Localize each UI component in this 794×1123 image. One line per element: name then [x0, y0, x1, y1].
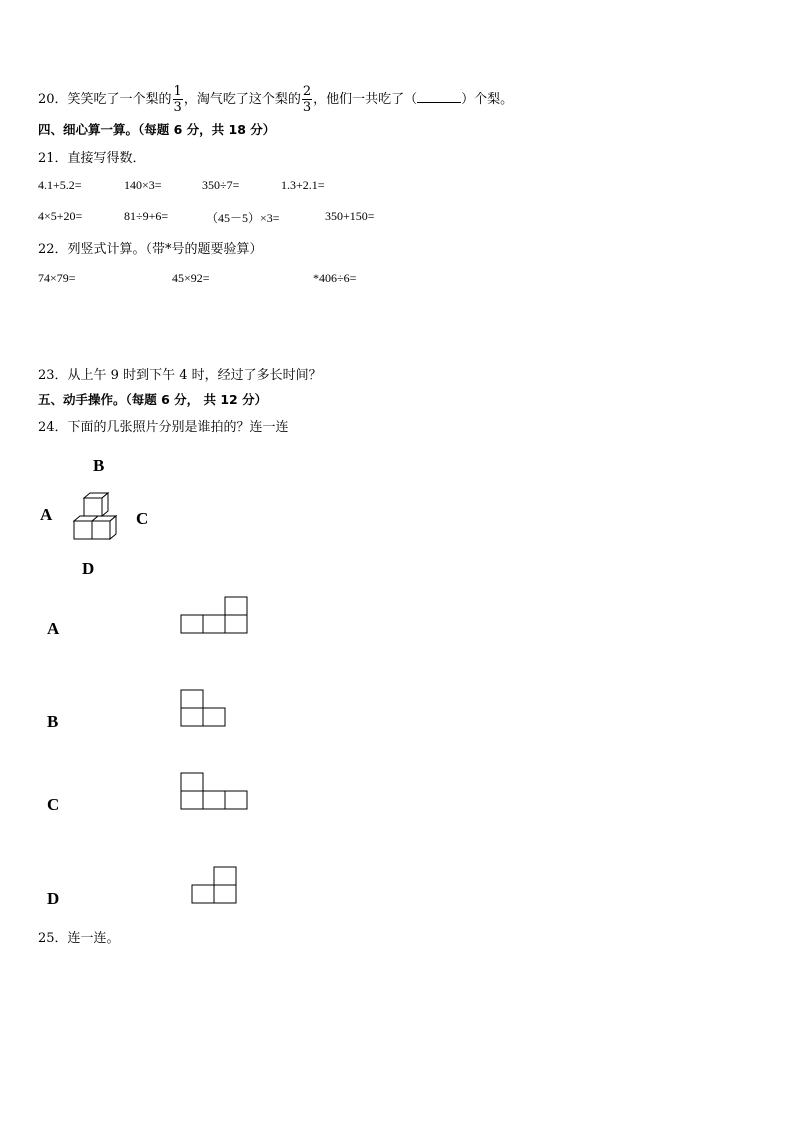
question-24-title: 24．下面的几张照片分别是谁拍的？连一连	[38, 420, 289, 435]
question-20	[38, 84, 513, 115]
calc-r2c2: 81÷9+6=	[124, 209, 169, 223]
q20-prefix: 20．笑笑吃了一个梨的	[38, 92, 172, 107]
compass-label-bottom: D	[82, 559, 95, 578]
view-label-c: C	[47, 795, 60, 814]
view-b-grid	[180, 689, 230, 729]
calc-r2c1: 4×5+20=	[38, 209, 83, 223]
vertical-calc-2: 45×92=	[172, 271, 210, 285]
question-25-title: 25．连一连。	[38, 931, 120, 946]
vertical-calc-1: 74×79=	[38, 271, 76, 285]
question-22-title: 22．列竖式计算。（带*号的题要验算）	[38, 242, 263, 257]
calc-r1c4: 1.3+2.1=	[281, 178, 325, 192]
compass-label-top: B	[93, 456, 105, 475]
view-c-grid	[180, 772, 250, 812]
section-4-heading: 四、细心算一算。（每题 6 分，共 18 分）	[38, 122, 276, 137]
view-label-b: B	[47, 712, 59, 731]
cube-stack-figure	[68, 488, 128, 548]
q20-middle: ，淘气吃了这个梨的	[183, 92, 301, 107]
view-label-a: A	[47, 619, 60, 638]
calc-r1c3: 350÷7=	[202, 178, 240, 192]
compass-label-right: C	[136, 509, 149, 528]
fraction-two-thirds: $\frac{2}{3}$	[302, 84, 312, 115]
answer-blank[interactable]	[417, 90, 461, 103]
compass-label-left: A	[40, 505, 53, 524]
calc-r1c1: 4.1+5.2=	[38, 178, 82, 192]
question-23-title: 23．从上午 9 时到下午 4 时，经过了多长时间？	[38, 368, 322, 383]
section-5-heading: 五、动手操作。（每题 6 分， 共 12 分）	[38, 392, 268, 407]
view-label-d: D	[47, 889, 60, 908]
vertical-calc-3: *406÷6=	[313, 271, 357, 285]
calc-r1c2: 140×3=	[124, 178, 162, 192]
calc-r2c3: （45－5）×3=	[206, 211, 280, 225]
calc-r2c4: 350+150=	[325, 209, 375, 223]
q20-suffix-a: ，他们一共吃了（	[313, 92, 418, 107]
view-a-grid	[180, 596, 250, 636]
q20-suffix-b: ）个梨。	[461, 92, 514, 107]
fraction-one-third: $\frac{1}{3}$	[173, 84, 182, 115]
view-d-grid	[191, 866, 241, 906]
question-21-title: 21．直接写得数．	[38, 151, 146, 166]
